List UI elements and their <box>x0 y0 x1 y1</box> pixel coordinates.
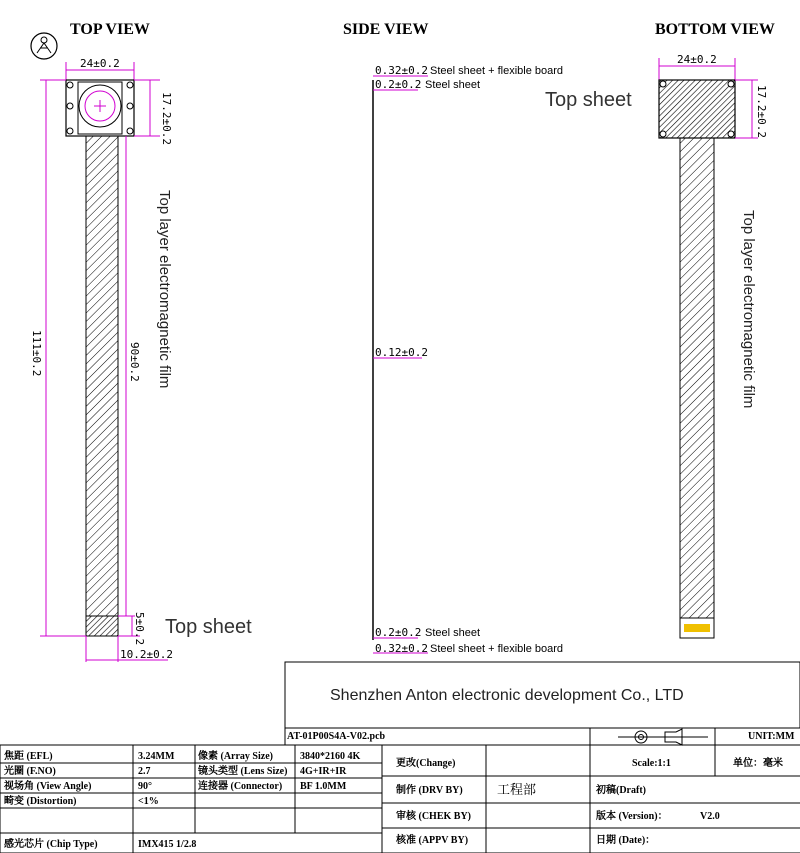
side-bot-dim2: 0.32±0.2 <box>375 642 428 655</box>
spec2-value-array: 3840*2160 4K <box>300 751 361 762</box>
change-label: 更改(Change) <box>396 758 456 769</box>
unit-cn-label: 单位：毫米 <box>733 758 783 769</box>
spec-label-efl: 焦距 (EFL) <box>4 751 53 762</box>
title-block <box>0 662 800 853</box>
side-view <box>373 64 563 655</box>
spec2-label-lens: 镜头类型 (Lens Size) <box>198 766 288 777</box>
spec-value-view: 90° <box>138 781 152 792</box>
spec-label-view: 视场角 (View Angle) <box>4 781 92 792</box>
side-top-label2: Steel sheet <box>425 79 481 91</box>
projection-symbol-icon <box>618 729 708 745</box>
spec-value-distortion: <1% <box>138 796 159 807</box>
top-cable <box>86 136 118 616</box>
bottom-width-dim: 24±0.2 <box>677 53 717 66</box>
tail-width-dim: 10.2±0.2 <box>120 648 173 661</box>
bottom-view-title: BOTTOM VIEW <box>655 21 775 38</box>
version-label: 版本 (Version)： <box>596 811 668 822</box>
top-tail-label: Top sheet <box>165 616 252 638</box>
top-film-label: Top layer electromagnetic film <box>156 190 173 389</box>
bottom-view <box>545 53 768 638</box>
bottom-film-label: Top layer electromagnetic film <box>740 210 757 409</box>
spec-label-fno: 光圈 (F.NO) <box>4 766 56 777</box>
top-tail <box>86 616 118 636</box>
side-bot-label2: Steel sheet + flexible board <box>430 643 564 655</box>
spec-value-chip: IMX415 1/2.8 <box>138 839 197 850</box>
side-bot-label1: Steel sheet <box>425 627 481 639</box>
bottom-housing <box>659 80 735 138</box>
scale-label: Scale:1:1 <box>632 758 671 769</box>
side-top-label1: Steel sheet + flexible board <box>430 65 564 77</box>
spec2-value-lens: 4G+IR+IR <box>300 766 347 777</box>
version-value: V2.0 <box>700 811 720 822</box>
side-bot-dim1: 0.2±0.2 <box>375 626 422 639</box>
approved-by-label: 核准 (APPV BY) <box>396 835 469 846</box>
checked-by-label: 审核 (CHEK BY) <box>396 811 471 822</box>
side-top-dim1: 0.32±0.2 <box>375 64 428 77</box>
spec2-label-connector: 连接器 (Connector) <box>198 781 283 792</box>
side-view-title: SIDE VIEW <box>343 21 429 38</box>
spec-value-fno: 2.7 <box>138 766 151 777</box>
bottom-cable <box>680 138 714 618</box>
drawn-by-label: 制作 (DRV BY) <box>396 785 463 796</box>
side-mid-dim: 0.12±0.2 <box>375 346 428 359</box>
bottom-height-dim: 17.2±0.2 <box>755 85 768 138</box>
top-height-dim: 17.2±0.2 <box>160 92 173 145</box>
cable-length-dim: 90±0.2 <box>128 342 141 382</box>
spec-label-distortion: 畸变 (Distortion) <box>4 796 77 807</box>
top-width-dim: 24±0.2 <box>80 57 120 70</box>
spec2-value-connector: BF 1.0MM <box>300 781 347 792</box>
total-length-dim: 111±0.2 <box>30 330 43 377</box>
date-label: 日期 (Date)： <box>596 835 656 846</box>
spec2-label-array: 像素 (Array Size) <box>198 751 273 762</box>
spec-label-chip: 感光芯片 (Chip Type) <box>4 839 98 850</box>
top-view <box>30 57 252 662</box>
tail-length-dim: 5±0.2 <box>133 612 146 646</box>
spec-value-efl: 3.24MM <box>138 751 175 762</box>
unit-label: UNIT:MM <box>748 731 795 742</box>
top-view-title: TOP VIEW <box>70 21 150 38</box>
company-name: Shenzhen Anton electronic development Co., LTD <box>330 687 684 704</box>
logo-icon <box>31 33 57 59</box>
file-name: AT-01P00S4A-V02.pcb <box>287 731 386 742</box>
drawn-by-value: 工程部 <box>497 782 537 797</box>
draft-label: 初稿(Draft) <box>596 785 646 796</box>
bottom-sheet-label: Top sheet <box>545 89 632 111</box>
side-top-dim2: 0.2±0.2 <box>375 78 422 91</box>
